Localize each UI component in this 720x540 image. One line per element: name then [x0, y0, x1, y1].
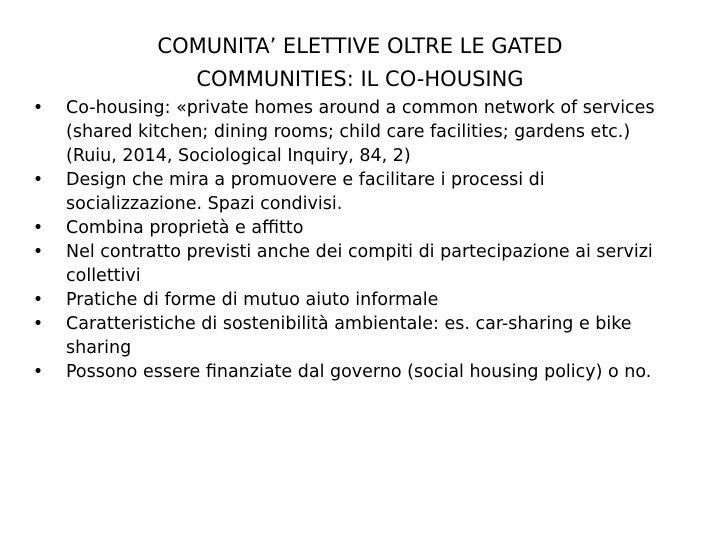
bullet-item	[30, 96, 682, 168]
bullet-list	[30, 96, 682, 384]
bullet-item	[30, 312, 682, 360]
bullet-dot: •	[32, 218, 44, 238]
bullet-item	[30, 288, 682, 312]
bullet-text: Possono essere finanziate dal governo (social housing policy) o no.	[66, 362, 652, 382]
bullet-text: Caratteristiche di sostenibilità ambientale: es. car-sharing e bike sharing	[66, 314, 632, 358]
slide-title-line-2: COMMUNITIES: IL CO-HOUSING	[196, 67, 524, 92]
bullet-text: Design che mira a promuovere e facilitare i processi di socializzazione. Spazi condivisi.	[66, 170, 545, 214]
bullet-text: Combina proprietà e affitto	[66, 218, 304, 238]
bullet-dot: •	[32, 242, 44, 262]
bullet-item	[30, 216, 682, 240]
bullet-text: Co-housing: «private homes around a common network of services (shared kitchen; dining rooms; child care facilities; gardens etc.) (Ruiu, 2014, Sociological Inquiry, 84, 2)	[66, 98, 655, 166]
bullet-dot: •	[32, 290, 44, 310]
slide-title-line-1: COMUNITA’ ELETTIVE OLTRE LE GATED	[157, 34, 563, 59]
bullet-item	[30, 168, 682, 216]
bullet-dot: •	[32, 170, 44, 190]
bullet-dot: •	[32, 362, 44, 382]
bullet-item	[30, 240, 682, 288]
slide-title	[40, 30, 680, 96]
bullet-text: Nel contratto previsti anche dei compiti di partecipazione ai servizi collettivi	[66, 242, 653, 286]
bullet-text: Pratiche di forme di mutuo aiuto informale	[66, 290, 439, 310]
bullet-item	[30, 360, 682, 384]
bullet-dot: •	[32, 314, 44, 334]
bullet-dot: •	[32, 98, 44, 118]
